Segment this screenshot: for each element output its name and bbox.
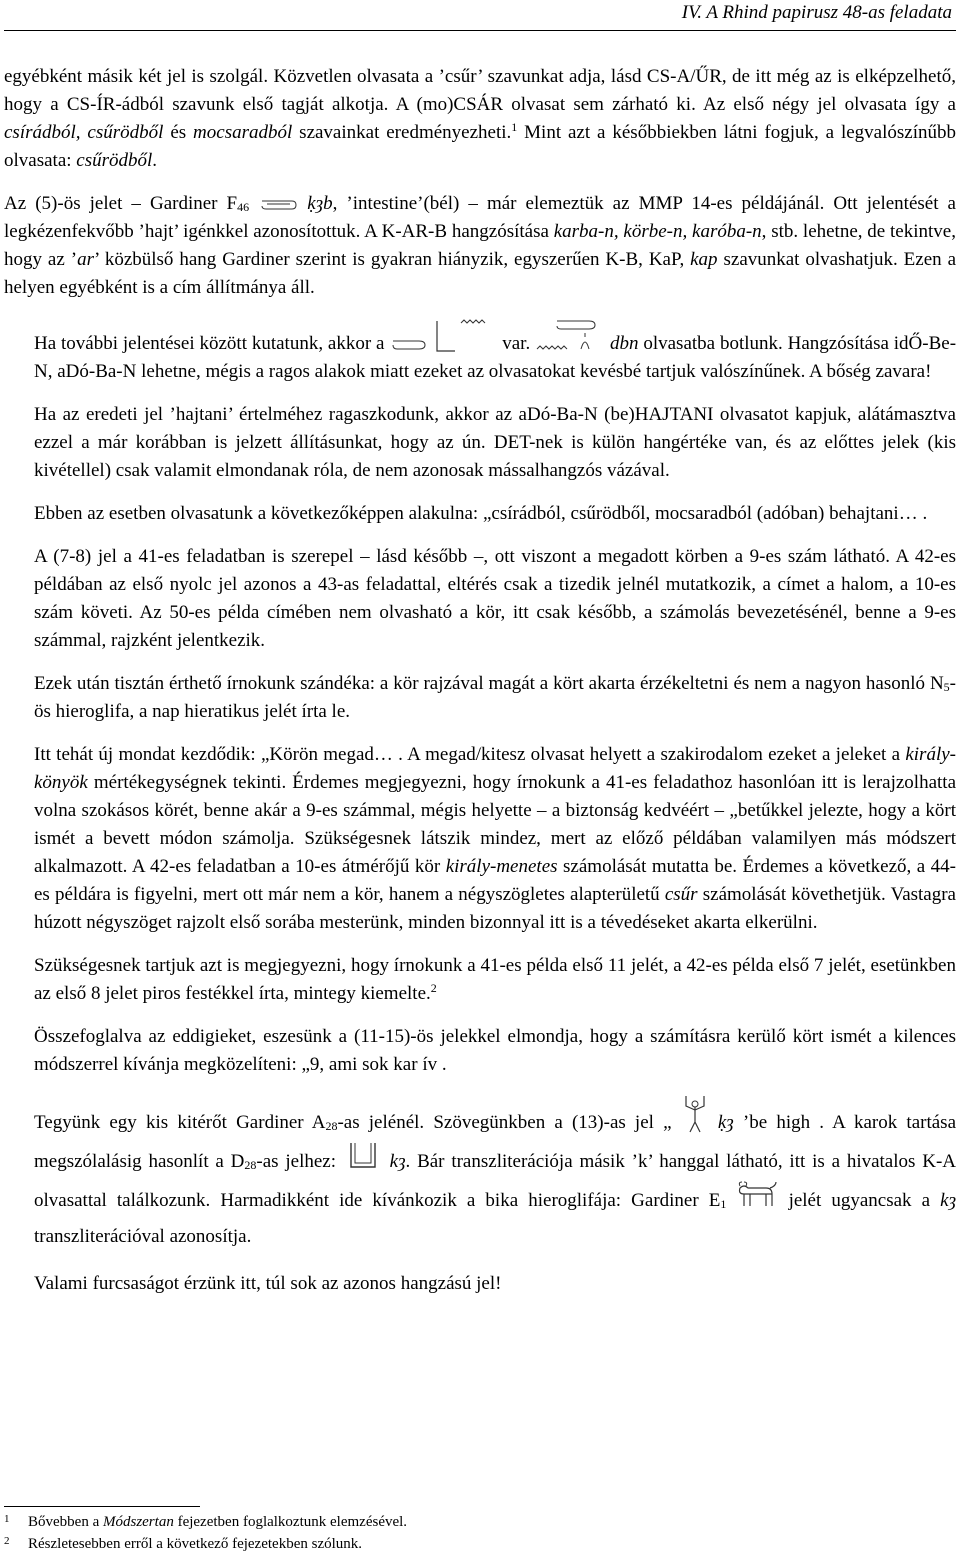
italic-term: király-menetes (445, 856, 558, 877)
footnotes (4, 1511, 407, 1555)
text-run: és (163, 122, 194, 143)
subscript: 46 (237, 200, 250, 214)
text-run: -ös hieroglifa, a nap hieratikus jelét írta le. (34, 673, 956, 722)
italic-term: dbn (609, 333, 639, 354)
italic-term: ar (77, 249, 94, 270)
footnote-ref[interactable]: 1 (511, 120, 518, 134)
text-run: Bővebben a (28, 1514, 103, 1530)
running-header: IV. A Rhind papirusz 48-as feladata (681, 2, 952, 23)
italic-term: ḳȝ (717, 1112, 734, 1133)
text-run: ’ közbülső hang Gardiner szerint is gyakran hiányzik, egyszerűen K-B, KaP, (93, 249, 691, 270)
footnote-number: 1 (4, 1513, 10, 1525)
italic-term: király-könyök (34, 744, 956, 793)
footnote-rule (4, 1506, 200, 1507)
text-run: jelét ugyancsak a (788, 1190, 941, 1211)
italic-term: kap (690, 249, 718, 270)
text-run: . (152, 150, 158, 171)
header-rule (4, 30, 956, 31)
dbn-variant-hieroglyph-icon (535, 317, 605, 357)
italic-term: Módszertan (102, 1514, 174, 1530)
text-run: var. (502, 333, 531, 354)
text-run: szavainkat eredményezheti. (292, 122, 512, 143)
text-run: egyébként másik két jel is szolgál. Közvetlen olvasata a ’csűr’ szavunkat adja, lásd CS-A/ŰR, de itt még az is elképzelhető, hogy a CS-ÍR-ádból szavunk első tagját alkotja. A (mo)CSÁR olvasat sem zárható ki. Az első négy jel olvasata így a (4, 66, 956, 115)
paragraph-8 (4, 741, 956, 937)
italic-term: kȝ (940, 1190, 957, 1211)
italic-term: karba-n, körbe-n, karóba-n (553, 221, 762, 242)
paragraph-12: Valami furcsaságot érzünk itt, túl sok az azonos hangzású jel! (34, 1273, 502, 1294)
text-run: mértékegységnek tekinti. Érdemes megjegyezni, hogy írnokunk a 41-es feladathoz hasonlóan itt is lerajzolhatta volna szokásos körét, benne akár a 9-es számmal, mégis helyette – a biztonság kedvéért – „betűkkel jelezte, hogy a kört ismét a bevett módon számolja. Szükségesnek látszik mindez, mert az előző példában valamilyen más módszert alkalmazott. A 42-es feladatban a 10-es átmérőjű kör (34, 772, 956, 877)
italic-term: csűrödből (76, 150, 153, 171)
text-run: , ’intestine’(bél) – már elemeztük az MMP 14-es példájánál. Ott jelentését a legkézenfekvőbb ’hajt’ igénkkel azonosítottuk. A K-AR-B hangzósítása (4, 193, 956, 242)
italic-term: kȝ (389, 1151, 406, 1172)
subscript: 5 (943, 680, 950, 694)
paragraph-10: Összefoglalva az eddigieket, eszesünk a (11-15)-ös jelekkel elmondja, hogy a számításra kerülő kört ismét a kilences módszerrel kívánja megközelíteni: „9, ami sok kar ív . (34, 1026, 956, 1075)
subscript: 28 (244, 1158, 257, 1172)
intestine-hieroglyph-icon (258, 197, 298, 213)
text-run: olvasatba botlunk. Hangzósítása idŐ-Be-N, aDó-Ba-N lehetne, mégis a ragos alakok miatt ezeket az olvasatokat kevésbé tartjuk valószínűnek. A bőség zavara! (34, 333, 957, 382)
paragraph-7 (4, 670, 956, 726)
italic-term: mocsaradból (193, 122, 293, 143)
dbn-hieroglyph-group-icon (389, 317, 497, 357)
paragraph-4: Ha az eredeti jel ’hajtani’ értelméhez ragaszkodunk, akkor az aDó-Ba-N (be)HAJTANI olvasatot kapjuk, alátámasztva ezzel a már korábban is jelzett állításunkat, hogy az ún. DET-nek is külön hangértéke van, és az előttes jelek (kis kivétellel) csak valamit elmondanak róla, de nem azonosak mássalhangzós vázával. (34, 404, 956, 481)
footnote-2 (4, 1533, 407, 1555)
italic-term: csírádból, csűrödből (4, 122, 164, 143)
text-run: Ha további jelentései között kutatunk, akkor a (34, 333, 385, 354)
text-run: Az (5)-ös jelet – Gardiner F (4, 193, 238, 214)
bull-hieroglyph-icon (736, 1180, 778, 1210)
raised-arms-man-hieroglyph-icon (681, 1094, 709, 1134)
subscript: 28 (325, 1119, 338, 1133)
text-run: Részletesebben erről a következő fejezetekben szólunk. (28, 1536, 363, 1552)
paragraph-6: A (7-8) jel a 41-es feladatban is szerepel – lásd később –, ott viszont a megadott körben a 9-es szám látható. A 42-es példában az első nyolc jel azonos a 43-as feladattal, eltérés csak a tizedik jelnél mutatkozik, a címet a halom, a 10-es szám követi. Az 50-es példa címében nem olvasható a kör, itt csak később, a számolás bevezetésénél, benne a 9-es számmal, rajzként jelentkezik. (34, 546, 956, 651)
text-run: számolását követhetjük. Vastagra húzott négyszöget rajzolt első sorába mesterünk, minden bizonnyal itt is a tévedéseket akarta elkerülni. (34, 884, 956, 933)
paragraph-5: Ebben az esetben olvasatunk a következőképpen alakulna: „csírádból, csűrödből, mocsaradból (adóban) behajtani… . (34, 503, 928, 524)
footnote-number: 2 (4, 1535, 10, 1547)
paragraph-9 (4, 952, 956, 1008)
paragraph-11 (4, 1094, 956, 1255)
raised-arms-hieroglyph-icon (343, 1141, 383, 1173)
text-run: fejezetben foglalkoztunk elemzésével. (173, 1514, 408, 1530)
text-run: , stb. lehetne, de tekintve, hogy az ’ (4, 221, 956, 270)
italic-term: ḳȝb (307, 193, 333, 214)
text-run: ’be high . A karok tartása megszólalásig hasonlít a D (34, 1112, 957, 1172)
footnote-ref[interactable]: 2 (430, 981, 437, 995)
text-run: -as jelhez: (256, 1151, 337, 1172)
paragraph-3 (4, 317, 956, 386)
subscript: 1 (720, 1197, 727, 1211)
text-run: számolását mutatta be. Érdemes a következő, a 44-es példára is figyelni, mert ott már nem a kör, hanem a négyszögletes alapterületű (34, 856, 957, 905)
italic-term: csűr (664, 884, 698, 905)
text-run: Szükségesnek tartjuk azt is megjegyezni, hogy írnokunk a 41-es példa első 11 jelét, a 42-es példa első 7 jelét, esetünkben az első 8 jelet piros festékkel írta, mintegy kiemelte. (34, 955, 956, 1004)
text-run: -as jelénél. Szövegünkben a (13)-as jel „ (337, 1112, 672, 1133)
text-run: Itt tehát új mondat kezdődik: „Körön megad… . A megad/kitesz olvasat helyett a szakirodalom ezeket a jeleket a (34, 744, 906, 765)
text-run: Tegyünk egy kis kitérőt Gardiner A (34, 1112, 326, 1133)
text-run: Ezek után tisztán érthető írnokunk szándéka: a kör rajzával magát a kört akarta érzékeltetni és nem a nagyon hasonló N (34, 673, 944, 694)
body-text (4, 63, 956, 1298)
text-run: szavunkat olvashatjuk. Ezen a helyen egyébként is a cím állítmánya áll. (4, 249, 956, 298)
footnote-1 (4, 1511, 407, 1533)
paragraph-2 (4, 190, 956, 302)
text-run: . Bár transzliterációja másik ’k’ hanggal látható, itt is a hivatalos K-A olvasattal találkozunk. Harmadikként ide kívánkozik a bika hieroglifája: Gardiner E (34, 1151, 956, 1211)
text-run: Mint azt a későbbiekben látni fogjuk, a legvalószínűbb olvasata: (4, 122, 957, 171)
text-run: transzliterációval azonosítja. (34, 1226, 252, 1247)
paragraph-1 (4, 63, 956, 175)
